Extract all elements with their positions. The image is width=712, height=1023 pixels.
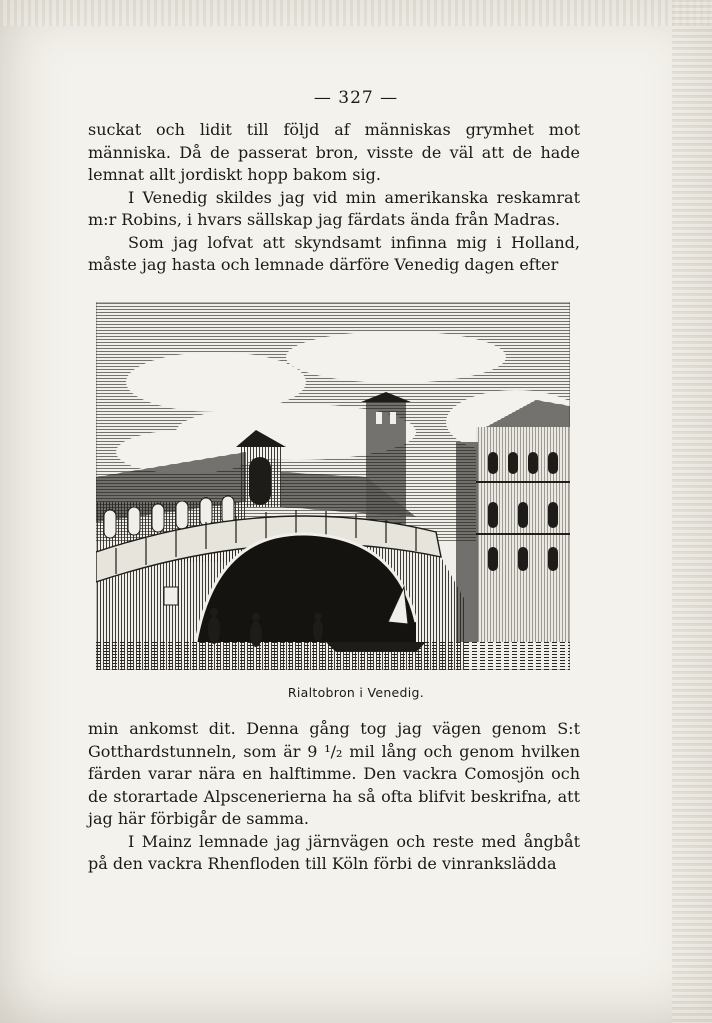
body-text-top (88, 119, 580, 277)
page-number: — 327 — (313, 88, 399, 108)
paragraph: suckat och lidit till följd af människas grymhet mot människa. Då de passerat bron, visste de väl att de hade lemnat allt jordiskt hopp bakom sig. (88, 120, 580, 184)
paragraph: min ankomst dit. Denna gång tog jag vägen genom S:t Gotthardstunneln, som är 9 ¹/₂ mil lång och genom hvilken färden varar nära en halftimme. Den vackra Comosjön och de storartade Alpscenerierna ha så ofta blifvit beskrifna, att jag här förbigår de samma. (88, 719, 580, 828)
paragraph: Som jag lofvat att skyndsamt infinna mig i Holland, måste jag hasta och lemnade därföre Venedig dagen efter (88, 232, 580, 274)
rialto-bridge-engraving-icon (96, 302, 570, 670)
scan-edge-right (672, 0, 712, 1023)
paragraph: I Venedig skildes jag vid min amerikanska reskamrat m:r Robins, i hvars sällskap jag färdats ända från Madras. (88, 187, 580, 229)
body-text-bottom (88, 718, 580, 876)
scan-edge-top (0, 0, 712, 26)
figure-caption: Rialtobron i Venedig. (287, 685, 425, 700)
paragraph: I Mainz lemnade jag järnvägen och reste med ångbåt på den vackra Rhenfloden till Köln förbi de vinrankslädda (88, 831, 580, 873)
